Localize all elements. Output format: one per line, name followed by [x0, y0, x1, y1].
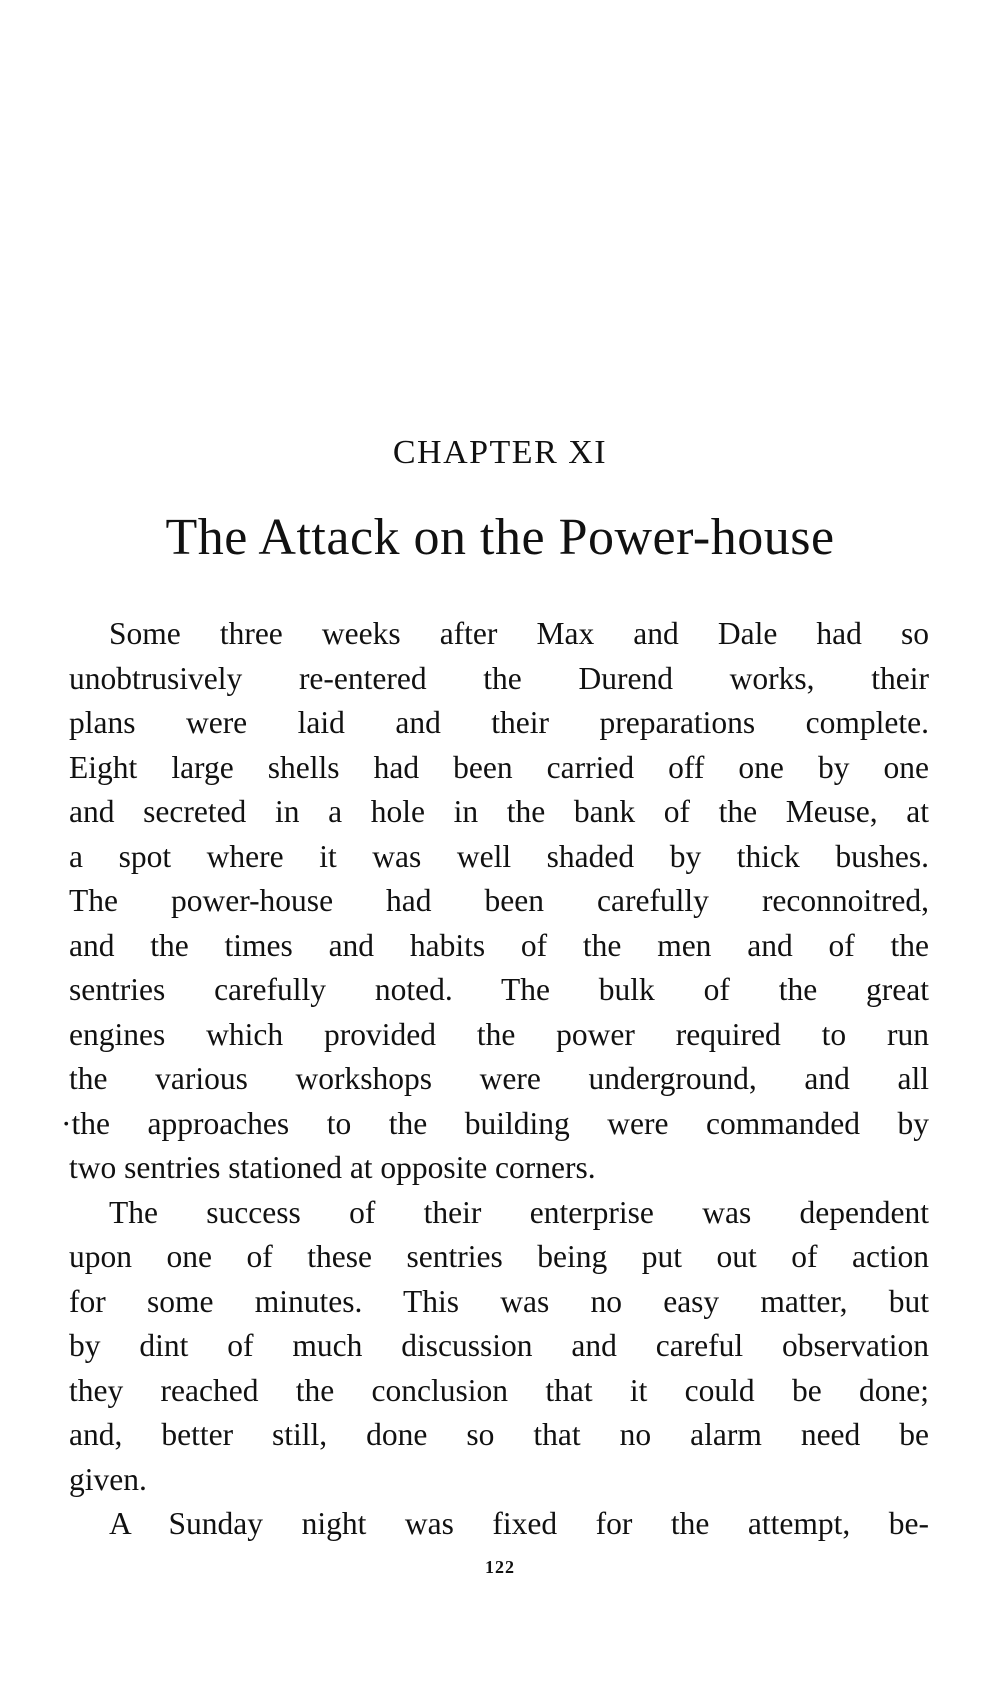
text-line: a spot where it was well shaded by thick bushes. [69, 838, 929, 874]
text-line: the various workshops were underground, and all [69, 1061, 929, 1096]
text-line: two sentries stationed at opposite corners. [69, 1150, 596, 1185]
page-number: 122 [485, 1557, 515, 1577]
text-line: Eight large shells had been carried off one by one [69, 749, 929, 785]
text-line: by dint of much discussion and careful observation [69, 1328, 929, 1363]
text-line: they reached the conclusion that it could be done; [69, 1372, 929, 1408]
text-line: and, better still, done so that no alarm need be [69, 1417, 929, 1452]
text-line: sentries carefully noted. The bulk of the great [69, 972, 929, 1007]
text-line: and the times and habits of the men and of the [69, 927, 929, 963]
chapter-number: CHAPTER XI [392, 434, 608, 471]
text-line: plans were laid and their preparations complete. [69, 705, 929, 740]
chapter-title: The Attack on the Power-house [165, 509, 835, 566]
text-line: for some minutes. This was no easy matter, but [69, 1283, 929, 1319]
text-line: The power-house had been carefully reconnoitred, [69, 883, 929, 918]
text-line: Some three weeks after Max and Dale had so [109, 616, 929, 651]
text-line: upon one of these sentries being put out of action [69, 1239, 929, 1274]
text-line: given. [69, 1461, 147, 1497]
text-line: engines which provided the power required to run [69, 1016, 929, 1052]
body-text [61, 612, 929, 1547]
text-line: unobtrusively re-entered the Durend works, their [69, 660, 929, 696]
text-line: ·the approaches to the building were commanded by [61, 1105, 929, 1141]
text-line: The success of their enterprise was dependent [109, 1194, 929, 1230]
text-line: and secreted in a hole in the bank of the Meuse, at [69, 794, 929, 829]
text-line: A Sunday night was fixed for the attempt, be- [109, 1506, 929, 1541]
